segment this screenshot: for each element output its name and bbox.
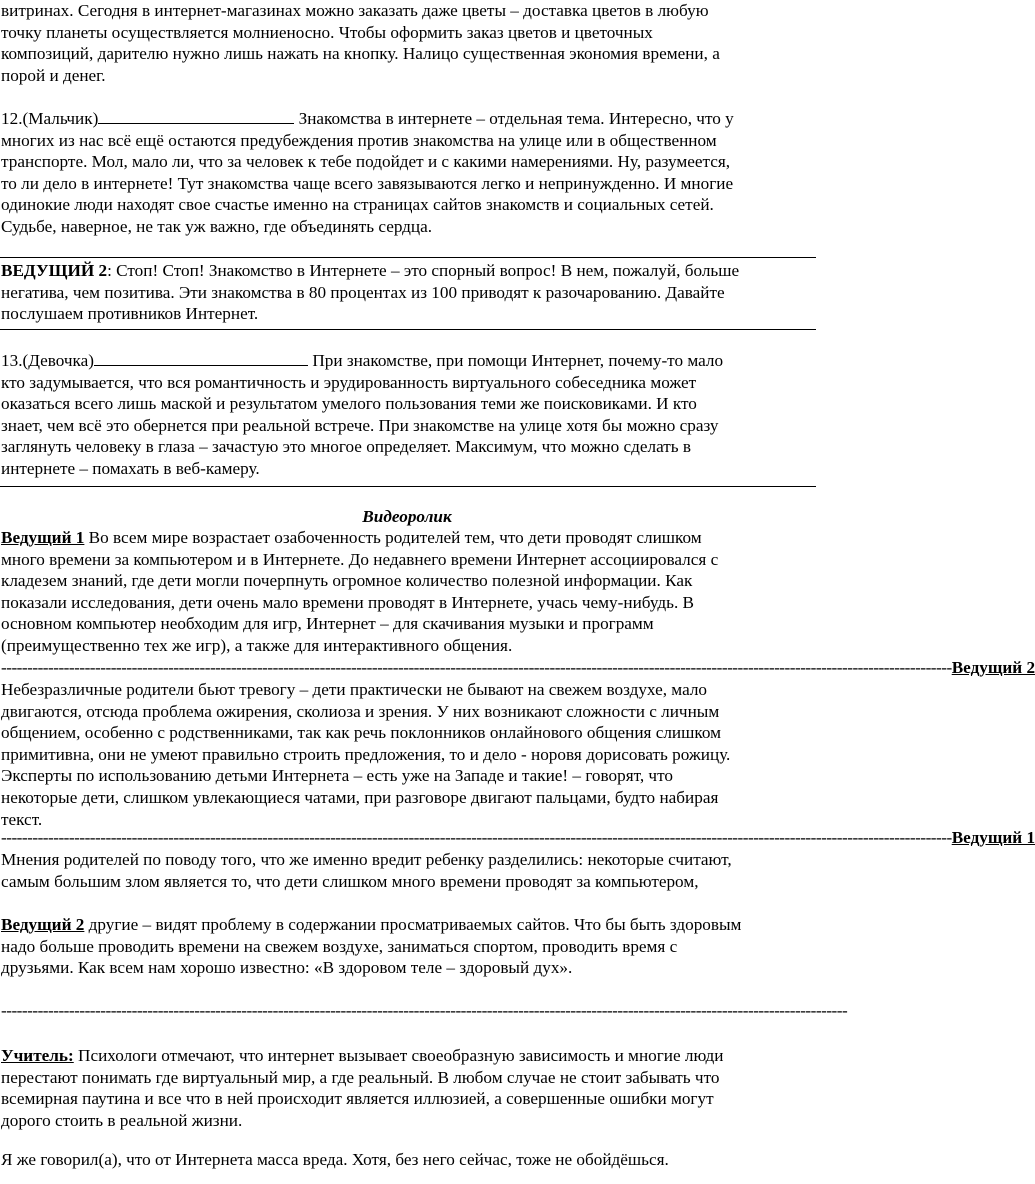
text-line: всемирная паутина и все что в ней происходит является иллюзией, а совершенные ошибки могут <box>1 1089 714 1109</box>
text-line: общением, особенно с родственниками, так как речь поклонников онлайнового общения слишком <box>1 723 721 743</box>
text-line: самым большим злом является то, что дети слишком много времени проводят за компьютером, <box>1 871 699 891</box>
speaker-label: Ведущий 2 <box>1 915 85 934</box>
blank-line <box>98 108 294 124</box>
text-line: показали исследования, дети очень мало времени проводят в Интернете, учась чему-нибудь. В <box>1 592 695 612</box>
text-line: друзьями. Как всем нам хорошо известно: «В здоровом теле – здоровый дух». <box>1 958 573 978</box>
text-line: примитивна, они не умеют правильно строить предложения, то и дело - норовя дорисовать рожицу. <box>1 744 731 764</box>
text-line: Я же говорил(а), что от Интернета масса вреда. Хотя, без него сейчас, тоже не обойдёшься. <box>1 1150 669 1169</box>
text-line <box>1 108 813 130</box>
host2-remark <box>1 260 813 325</box>
section-title <box>1 506 813 528</box>
text-line: дорого стоить в реальной жизни. <box>1 1110 243 1130</box>
text-line: текст. <box>1 809 43 829</box>
text-fragment: Знакомства в интернете – отдельная тема. Интересно, что у <box>294 109 734 128</box>
text-line: перестают понимать где виртуальный мир, а где реальный. В любом случае не стоит забывать что <box>1 1067 720 1087</box>
role-label: 13.(Девочка) <box>1 351 95 370</box>
host1-paragraph <box>1 527 813 657</box>
text-line: Судьбе, наверное, не так уж важно, где объединять сердца. <box>1 216 433 236</box>
text-line: оказаться всего лишь маской и результатом умелого пользования теми же поисковиками. И кто <box>1 394 697 414</box>
dash-fill: -------------------------------------------------------------------------------------------------------------------------------------------------------------------------------------- <box>1 658 952 677</box>
text-line: витринах. Сегодня в интернет-магазинах можно заказать даже цветы – доставка цветов в любую <box>1 1 709 20</box>
text-line <box>1 260 813 282</box>
text-line: надо больше проводить времени на свежем воздухе, заниматься спортом, проводить время с <box>1 936 678 956</box>
host2-paragraph <box>1 679 813 830</box>
dash-fill: -------------------------------------------------------------------------------------------------------------------------------------------------------------------------------------- <box>1 828 952 847</box>
text-line: интернете – помахать в веб-камеру. <box>1 458 260 478</box>
text-line <box>1 350 813 372</box>
text-fragment: : Стоп! Стоп! Знакомство в Интернете – это спорный вопрос! В нем, пожалуй, больше <box>107 261 740 280</box>
text-line: некоторые дети, слишком увлекающиеся чатами, при разговоре двигают пальцами, будто набирая <box>1 787 719 807</box>
speaker-label: Учитель: <box>1 1046 74 1065</box>
text-line <box>1 914 813 936</box>
dashed-separator <box>1 827 1035 849</box>
text-line: Мнения родителей по поводу того, что же именно вредит ребенку разделились: некоторые считают, <box>1 850 732 869</box>
text-line: многих из нас всё ещё остаются предубеждения против знакомства на улице или в общественном <box>1 130 717 150</box>
text-line: порой и денег. <box>1 65 106 85</box>
blank-line <box>94 350 308 366</box>
text-line: (преимущественно тех же игр), а также для интерактивного общения. <box>1 635 513 655</box>
speaker-label: Ведущий 2 <box>951 658 1035 677</box>
text-fragment: другие – видят проблему в содержании просматриваемых сайтов. Что бы быть здоровым <box>84 915 742 934</box>
separator-line <box>1 827 1035 849</box>
text-line: заглянуть человеку в глаза – зачастую это многое определяет. Максимум, что можно сделать в <box>1 437 692 457</box>
speaker-label: Ведущий 1 <box>1 528 85 547</box>
text-line: то ли дело в интернете! Тут знакомства чаще всего завязываются легко и непринужденно. И многие <box>1 173 734 193</box>
text-line: транспорте. Мол, мало ли, что за человек к тебе подойдет и с какими намерениями. Ну, разумеется, <box>1 152 731 172</box>
speaker-label: Ведущий 1 <box>951 828 1035 847</box>
dashed-separator <box>1 1000 848 1022</box>
text-line <box>1 1045 813 1067</box>
text-line: двигаются, отсюда проблема ожирения, сколиоза и зрения. У них возникают сложности с личным <box>1 701 720 721</box>
paragraph-intro <box>1 0 813 86</box>
text-line: Небезразличные родители бьют тревогу – дети практически не бывают на свежем воздухе, мало <box>1 680 708 699</box>
teacher-paragraph <box>1 1045 813 1131</box>
text-line: основном компьютер необходим для игр, Интернет – для скачивания музыки и программ <box>1 614 654 634</box>
divider-rule <box>0 257 816 258</box>
video-title: Видеоролик <box>362 507 452 526</box>
text-line: кладезем знаний, где дети могли почерпнуть огромное количество полезной информации. Как <box>1 571 693 591</box>
host1-opinion <box>1 849 813 892</box>
dash-fill: ------------------------------------------------------------------------------------------------------------------------------------------------------------------ <box>1 1001 848 1020</box>
speaker-label: ВЕДУЩИЙ 2 <box>1 261 108 280</box>
separator-line <box>1 657 1035 679</box>
host2-opinion <box>1 914 813 979</box>
text-fragment: Психологи отмечают, что интернет вызывает своеобразную зависимость и многие люди <box>73 1046 724 1065</box>
role-label: 12.(Мальчик) <box>1 109 99 128</box>
text-fragment: Во всем мире возрастает озабоченность родителей тем, что дети проводят слишком <box>84 528 702 547</box>
divider-rule <box>0 486 816 487</box>
divider-rule <box>0 329 816 330</box>
closing-paragraph <box>1 1149 813 1171</box>
text-line: кто задумывается, что вся романтичность и эрудированность виртуального собеседника может <box>1 372 697 392</box>
text-line: знает, чем всё это обернется при реальной встрече. При знакомстве на улице хотя бы можно сразу <box>1 415 719 435</box>
text-line: негатива, чем позитива. Эти знакомства в 80 процентах из 100 приводят к разочарованию. Давайте <box>1 282 725 302</box>
text-line: одинокие люди находят свое счастье именно на страницах сайтов знакомств и социальных сетей. <box>1 195 714 215</box>
text-line: много времени за компьютером и в Интернете. До недавнего времени Интернет ассоциировался с <box>1 549 719 569</box>
text-line: точку планеты осуществляется молниеносно. Чтобы оформить заказ цветов и цветочных <box>1 22 653 42</box>
dashed-separator <box>1 657 1035 679</box>
text-line <box>1 527 813 549</box>
text-line: композиций, дарителю нужно лишь нажать на кнопку. Налицо существенная экономия времени, а <box>1 44 720 64</box>
paragraph-13-girl <box>1 350 813 480</box>
text-line: послушаем противников Интернет. <box>1 304 259 324</box>
text-fragment: При знакомстве, при помощи Интернет, почему-то мало <box>308 351 724 370</box>
text-line: Эксперты по использованию детьми Интернета – есть уже на Западе и такие! – говорят, что <box>1 766 673 786</box>
paragraph-12-boy <box>1 108 813 238</box>
